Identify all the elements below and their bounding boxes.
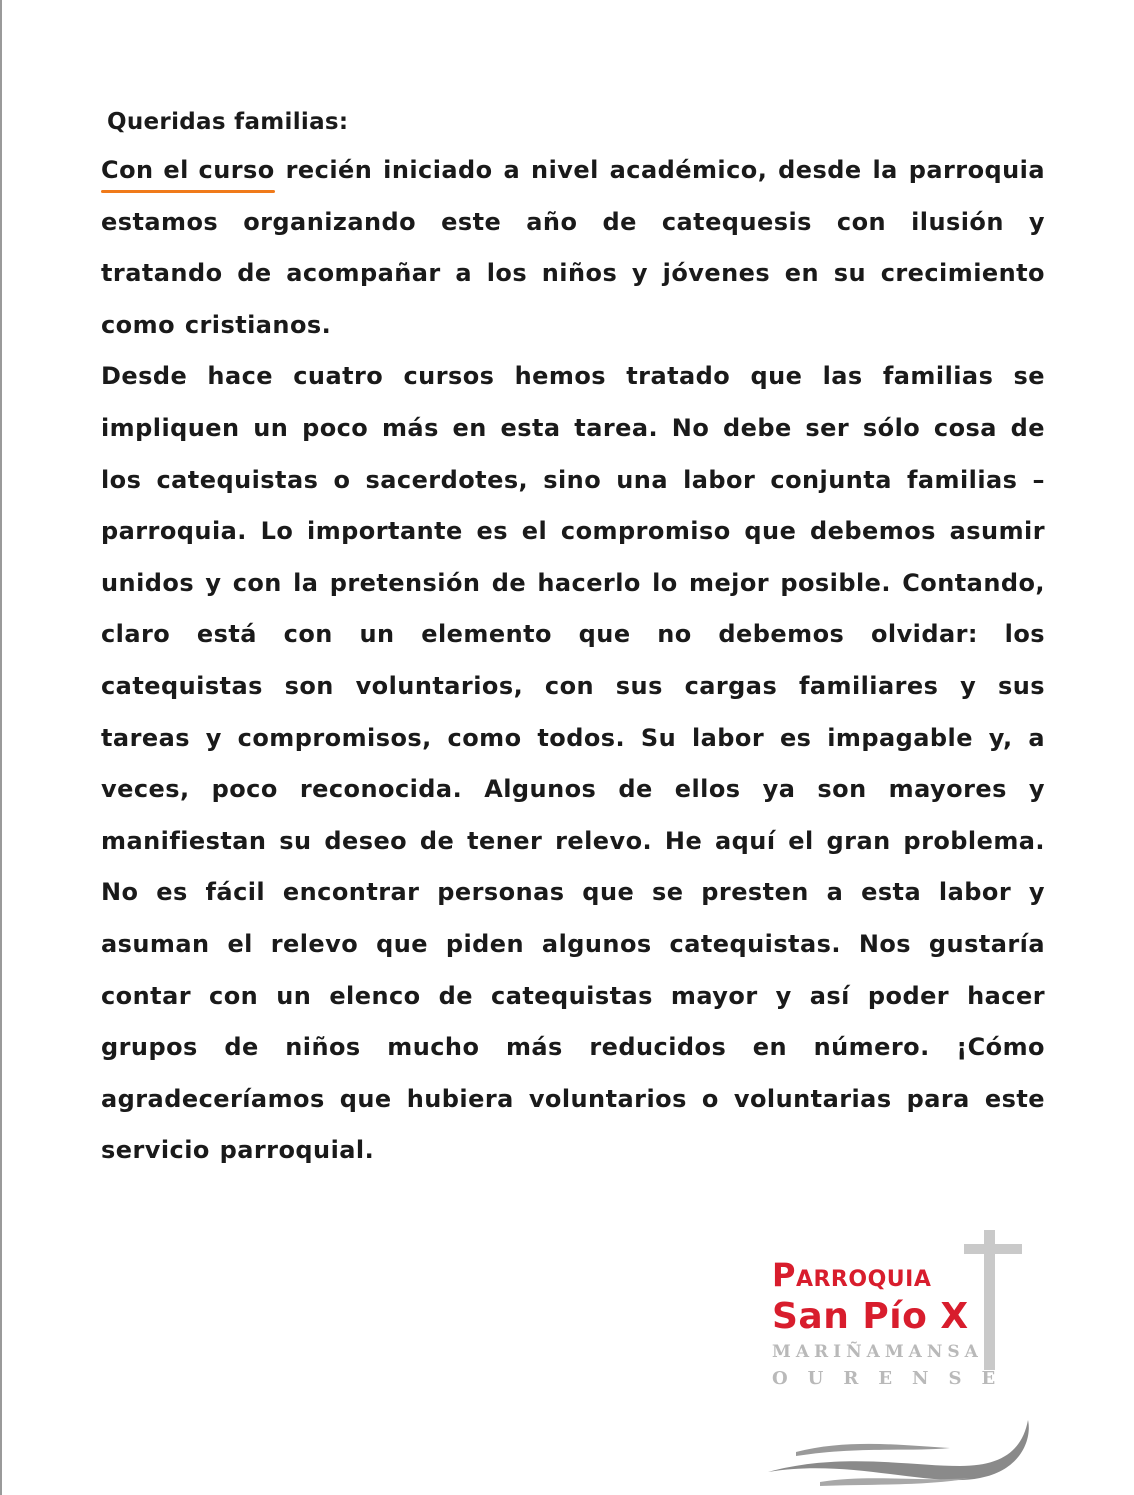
logo-marinamansa-text: MARIÑAMANSA: [772, 1342, 983, 1362]
parish-logo: [760, 1220, 1060, 1490]
paragraph-1: [101, 145, 1045, 351]
greeting: Queridas familias:: [107, 109, 349, 135]
cross-icon-horizontal: [964, 1244, 1022, 1254]
logo-ourense-text: OURENSE: [772, 1368, 1016, 1389]
swoosh-icon-lower: [820, 1478, 970, 1486]
logo-sanpio-text: San Pío X: [772, 1296, 969, 1337]
logo-parroquia-text: Parroquia: [772, 1256, 932, 1294]
highlighted-phrase: Con el curso: [101, 145, 275, 197]
letter-body: [101, 100, 1045, 1177]
left-page-border: [0, 0, 2, 1495]
paragraph-2: Desde hace cuatro cursos hemos tratado que las familias se impliquen un poco más en esta tarea. No debe ser sólo cosa de los catequistas o sacerdotes, sino una labor conjunta familias – parroquia. Lo importante es el compromiso que debemos asumir unidos y con la pretensión de hacerlo lo mejor posible. Contando, claro está con un elemento que no debemos olvidar: los catequistas son voluntarios, con sus cargas familiares y sus tareas y compromisos, como todos. Su labor es impagable y, a veces, poco reconocida. Algunos de ellos ya son mayores y manifiestan su deseo de tener relevo. He aquí el gran problema. No es fácil encontrar personas que se presten a esta labor y asuman el relevo que piden algunos catequistas. Nos gustaría contar con un elenco de catequistas mayor y así poder hacer grupos de niños mucho más reducidos en número. ¡Cómo agradeceríamos que hubiera voluntarios o voluntarias para este servicio parroquial.: [101, 362, 1045, 1165]
paragraph-1-text: recién iniciado a nivel académico, desde la parroquia estamos organizando este año de catequesis con ilusión y tratando de acompañar a los niños y jóvenes en su crecimiento como cristianos.: [101, 156, 1045, 339]
swoosh-icon-upper: [796, 1444, 950, 1456]
